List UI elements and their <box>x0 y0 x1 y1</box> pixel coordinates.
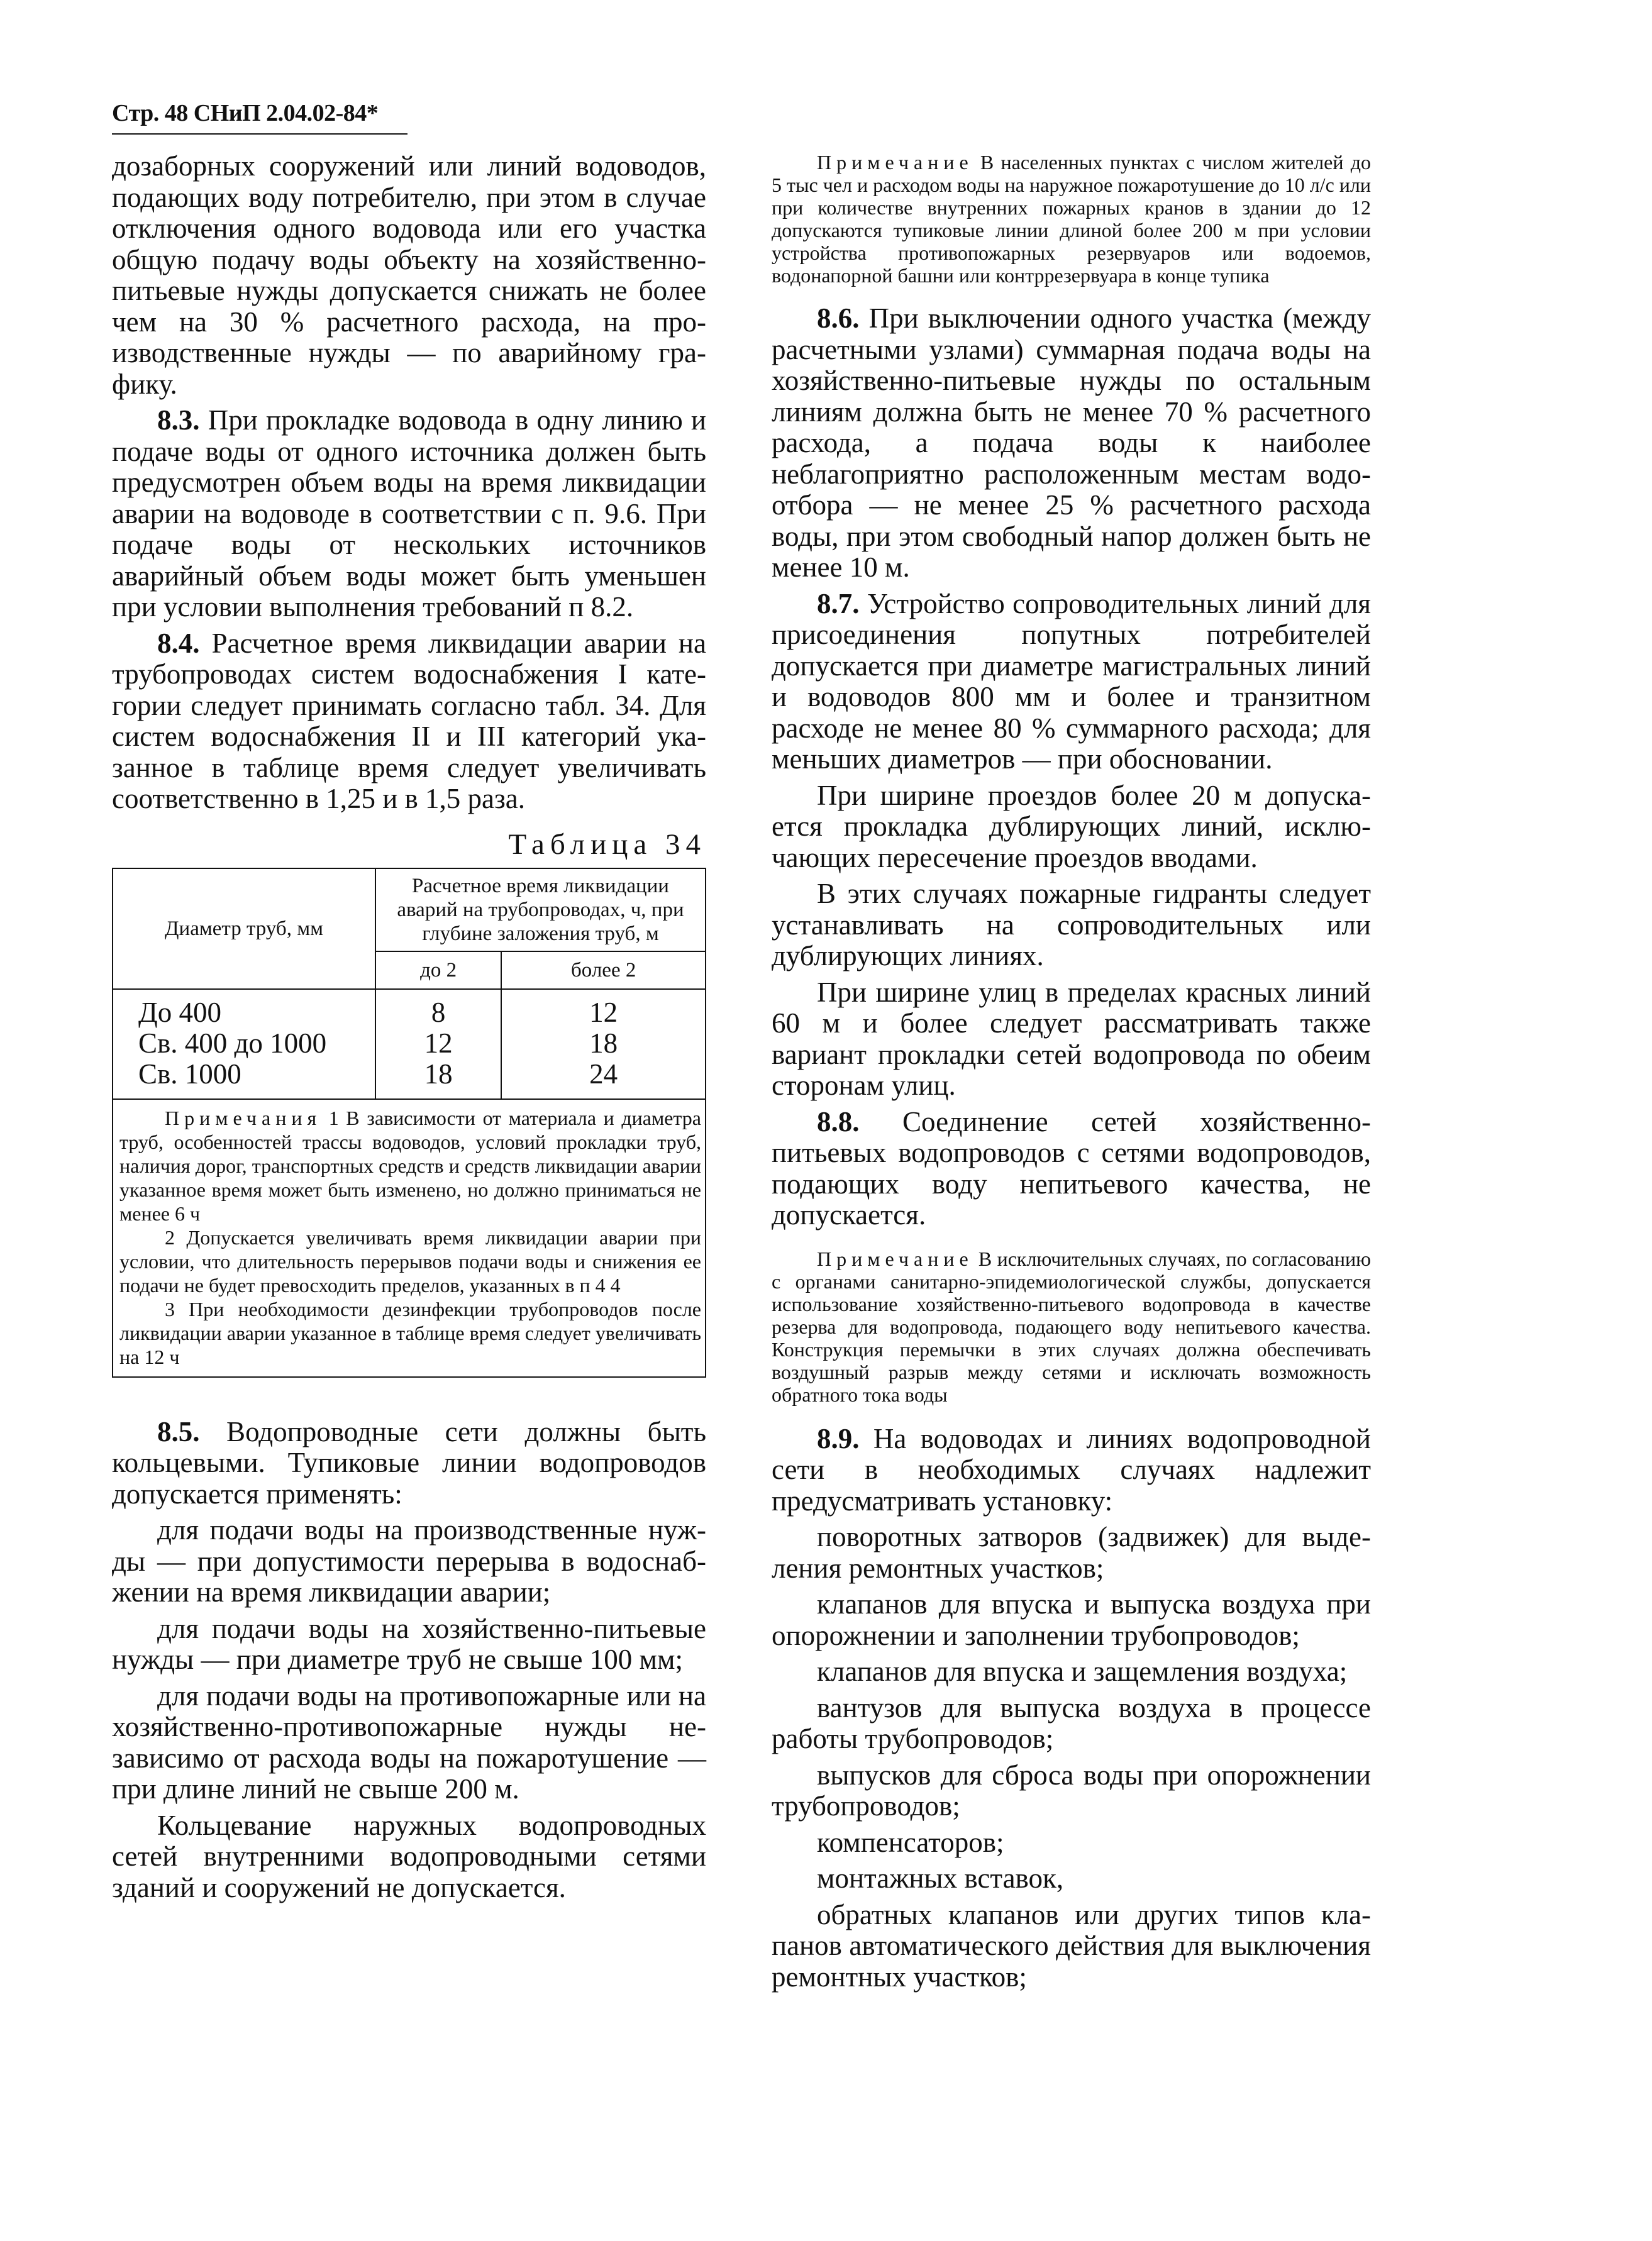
note-dead-end-lines <box>772 151 1371 287</box>
list-item: клапанов для впуска и выпуска воздуха при опорожнении и заполнении трубопроводов; <box>772 1588 1371 1651</box>
list-item: выпусков для сброса воды при опорожнении трубопроводов; <box>772 1759 1371 1822</box>
paragraph: При ширине проездов более 20 м допускается прокладка дублирующих линий, исключающих пересечение проездов вводами. <box>772 779 1371 873</box>
col-header-time: Расчетное время ликвидации аварий на трубопроводах, ч, при глубине заложения труб, м <box>375 869 705 951</box>
clause-text: При прокладке водовода в одну линию и подаче воды от одного источника должен быть предусмотрен объем воды на время ликвидации аварии на водоводе в соответствии с п. 9.6. При подаче воды от нескольких источников аварийный объем воды может быть уменьшен при условии выполнения требований п 8.2. <box>112 404 706 622</box>
clause-8-4 <box>112 628 706 815</box>
right-column <box>772 151 1371 1998</box>
clause-8-5 <box>112 1417 706 1510</box>
table-row <box>113 989 705 1028</box>
list-paragraph: для подачи воды на противопожарные или на хозяйственно-противопожарные нужды независимо от расхода воды на пожаротушение — при длине линий не свыше 200 м. <box>112 1679 706 1805</box>
cell-diameter: Св. 1000 <box>113 1059 375 1098</box>
clause-number: 8.4. <box>157 627 200 659</box>
clause-text: Соединение сетей хозяйственно-питьевых водопроводов с сетями водопроводов, подающих воду непитьевого качества, не допускается. <box>772 1105 1371 1231</box>
note-text: 1 В зависимости от материала и диаметра труб, особенностей трассы водоводов, условий прокладки труб, наличия дорог, транспортных средств и средств ликвидации аварии указанное время может быть изменено, но должно приниматься не менее 6 ч <box>119 1106 701 1225</box>
table-row <box>113 1028 705 1059</box>
clause-text: Расчетное время ликвидации аварии на трубопроводах систем водоснабжения I категории следует принимать согласно табл. 34. Для систем водоснабжения II и III категорий указанное в таблице время следует увеличивать соответственно в 1,25 и в 1,5 раза. <box>112 627 706 814</box>
clause-text: При выключении одного участка (между расчетными узлами) суммарная подача воды на хозяйственно-питьевые нужды по остальным линиям должна быть не менее 70 % расчетного расхода, а подача воды к наиболее неблагоприятно расположенным местам водоотбора — не менее 25 % расчетного расхода воды, при этом свободный напор должен быть не менее 10 м. <box>772 302 1371 583</box>
clause-text: На водоводах и линиях водопроводной сети в необходимых случаях надлежит предусматривать установку: <box>772 1422 1371 1517</box>
note-label: Примечание <box>817 151 973 174</box>
list-item: клапанов для впуска и защемления воздуха; <box>817 1656 1348 1687</box>
cell-time-over-2: 18 <box>589 1027 618 1059</box>
table-34-grid <box>113 869 705 1098</box>
table-notes <box>113 1098 705 1376</box>
list-item: вантузов для выпуска воздуха в процессе работы трубопроводов; <box>772 1691 1371 1754</box>
note-reserve-supply <box>772 1248 1371 1406</box>
table-34 <box>112 868 706 1378</box>
cell-diameter: Св. 400 до 1000 <box>113 1028 375 1059</box>
clause-number: 8.3. <box>157 404 200 436</box>
list-paragraph: для подачи воды на производственные нужды — при допустимости перерыва в водоснабжении на время ликвидации аварии; <box>112 1514 706 1608</box>
page-header: Стр. 48 СНиП 2.04.02-84* <box>112 100 379 126</box>
list-item: обратных клапанов или других типов клапанов автоматического действия для выключения ремонтных участков; <box>772 1898 1371 1993</box>
cell-time-over-2: 24 <box>589 1058 618 1090</box>
clause-text: Водопроводные сети должны быть кольцевыми. Тупиковые линии водопроводов допускается применять: <box>112 1415 706 1510</box>
cell-time-to-2: 12 <box>375 1028 501 1059</box>
note-text: В населенных пунктах с числом жителей до 5 тыс чел и расходом воды на наружное пожаротушение до 10 л/с или при количестве внутренних пожарных кранов в здании до 12 допускаются тупиковые линии длиной более 200 м при условии устройства противопожарных резервуаров или водоемов, водонапорной башни или контррезервуара в конце тупика <box>772 151 1371 287</box>
list-item: поворотных затворов (задвижек) для выделения ремонтных участков; <box>772 1521 1371 1584</box>
list-item: монтажных вставок, <box>817 1862 1064 1894</box>
clause-number: 8.6. <box>817 302 860 334</box>
note-text: В исключительных случаях, по согласованию с органами санитарно-эпидемиологической службы, допускается использование хозяйственно-питьевого водопровода в качестве резерва для водопровода, подающего воду непитьевого качества. Конструкция перемычки в этих случаях должна обеспечивать воздушный разрыв между сетями и исключать возможность обратного тока воды <box>772 1247 1371 1406</box>
clause-8-3 <box>112 405 706 623</box>
header-rule <box>112 133 407 135</box>
paragraph-continuation: дозаборных сооружений или линий водоводов, подающих воду потребителю, при этом в случае отключения одного водовода или его участка общую подачу воды объекту на хозяйственно-питьевые нужды допускается снижать не более чем на 30 % расчетного расхода, на производственные нужды — по аварийному графику. <box>112 150 706 400</box>
note-label: Примечание <box>817 1247 973 1270</box>
clause-number: 8.8. <box>817 1105 860 1137</box>
left-column <box>112 151 706 1908</box>
paragraph: Кольцевание наружных водопроводных сетей внутренними водопроводными сетями зданий и сооружений не допускается. <box>112 1809 706 1903</box>
cell-time-over-2: 12 <box>589 996 618 1028</box>
clause-8-7 <box>772 589 1371 775</box>
table-row <box>113 1059 705 1098</box>
list-item: компенсаторов; <box>817 1826 1004 1858</box>
paragraph: При ширине улиц в пределах красных линий 60 м и более следует рассматривать также вариант прокладки сетей водопровода по обеим сторонам улиц. <box>772 976 1371 1101</box>
table-title: Таблица 34 <box>508 827 706 861</box>
clause-number: 8.9. <box>817 1422 860 1454</box>
list-paragraph: для подачи воды на хозяйственно-питьевые нужды — при диаметре труб не свыше 100 мм; <box>112 1612 706 1675</box>
notes-label: Примечания <box>165 1106 322 1129</box>
table-note-2: 2 Допускается увеличивать время ликвидации аварии при условии, что длительность перерывов подачи воды и снижения ее подачи не будет превосходить пределов, указанных в п 4 4 <box>119 1226 701 1297</box>
subheader-depth-to-2: до 2 <box>375 951 501 989</box>
clause-number: 8.5. <box>157 1415 200 1447</box>
clause-8-8 <box>772 1107 1371 1231</box>
clause-8-9 <box>772 1424 1371 1517</box>
table-note-3: 3 При необходимости дезинфекции трубопроводов после ликвидации аварии указанное в таблице время следует увеличивать на 12 ч <box>119 1297 701 1368</box>
cell-time-to-2: 18 <box>375 1059 501 1098</box>
clause-8-6 <box>772 303 1371 584</box>
col-header-diameter: Диаметр труб, мм <box>113 869 375 989</box>
clause-text: Устройство сопроводительных линий для присоединения попутных потребителей допускается при диаметре магистральных линий и водоводов 800 мм и более и транзитном расходе не менее 80 % суммарного расхода; для меньших диаметров — при обосновании. <box>772 587 1371 775</box>
subheader-depth-over-2: более 2 <box>501 951 705 989</box>
paragraph: В этих случаях пожарные гидранты следует устанавливать на сопроводительных или дублирующих линиях. <box>772 878 1371 971</box>
cell-diameter: До 400 <box>113 989 375 1028</box>
cell-time-to-2: 8 <box>375 989 501 1028</box>
table-note-1 <box>119 1106 701 1226</box>
clause-number: 8.7. <box>817 587 860 619</box>
